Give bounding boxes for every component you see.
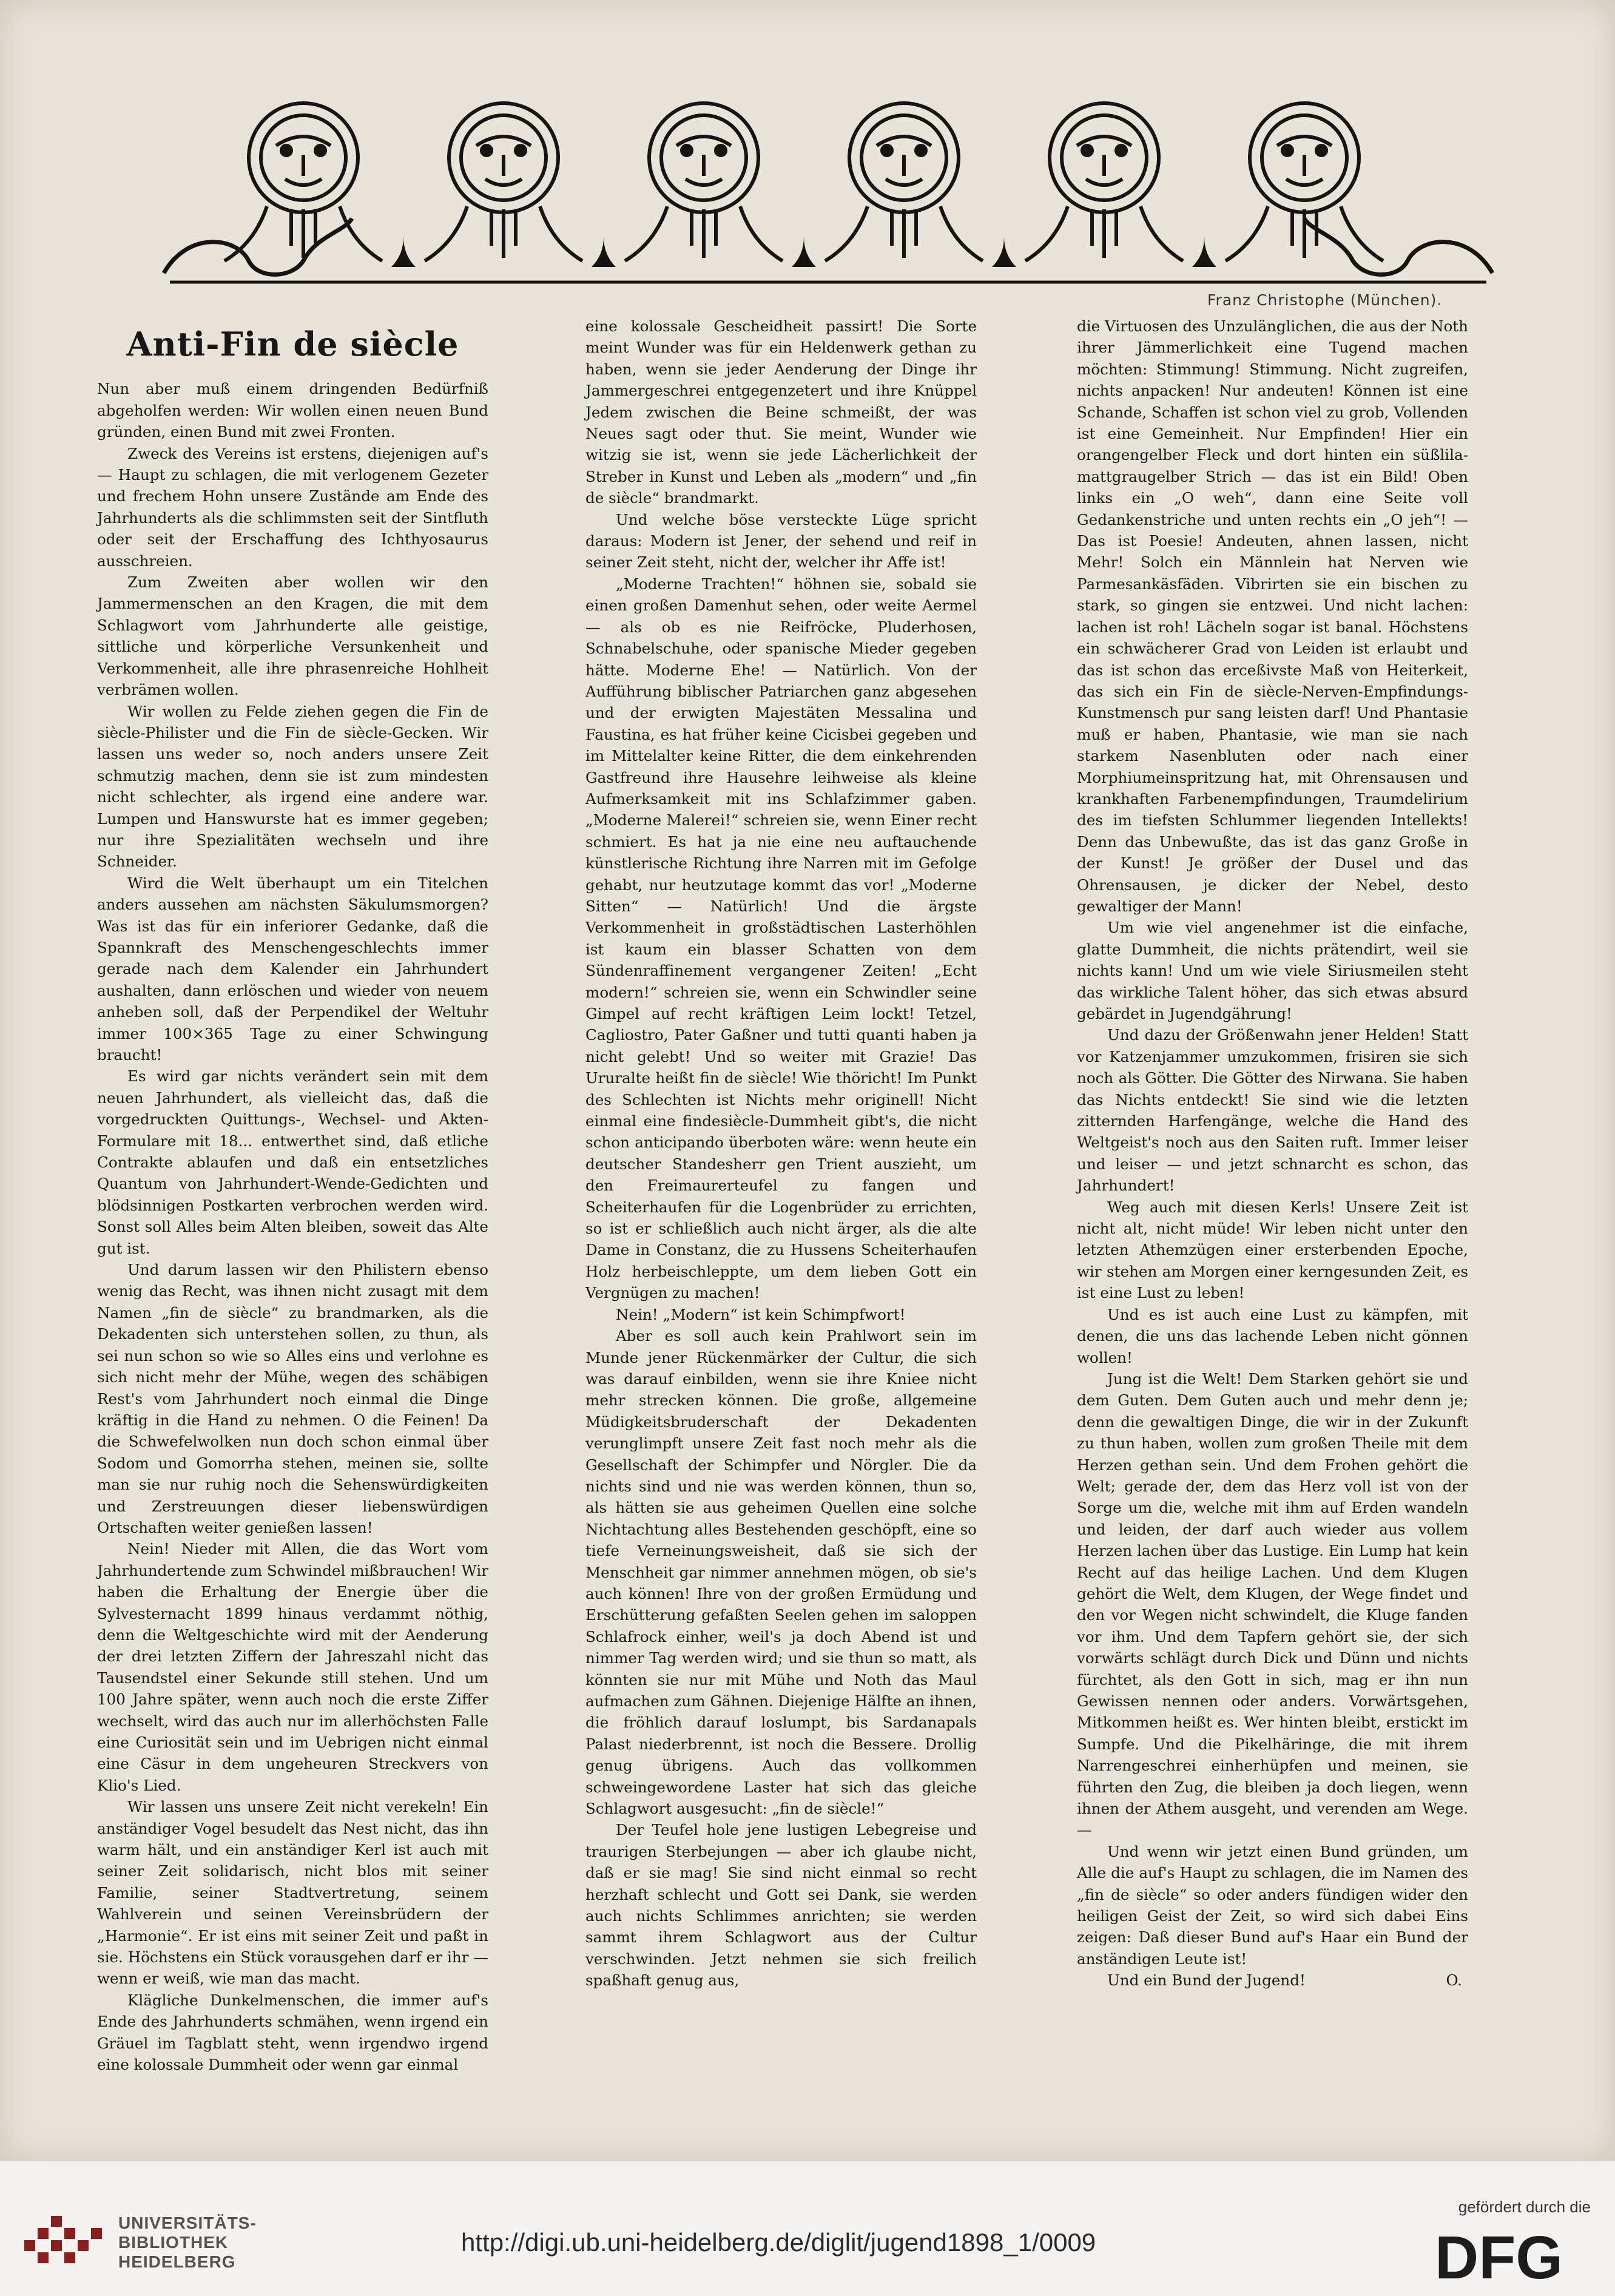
article-paragraph bbox=[97, 443, 488, 572]
article-paragraph bbox=[97, 1065, 488, 1259]
article-paragraph bbox=[1077, 1368, 1468, 1841]
article-title: Anti-Fin de siècle bbox=[126, 325, 459, 363]
paragraph-text: Zweck des Vereins ist erstens, diejenigen auf's — Haupt zu schlagen, die mit verlogenem Gezeter und frechem Hohn unsere Zustände am Ende des Jahrhunderts als die schlimmsten seit der Sintfluth oder seit der Erschaffung des Ichthyosaurus ausschreien. bbox=[97, 444, 488, 570]
article-column-2 bbox=[585, 316, 977, 1991]
lion-heads-ornament-icon bbox=[152, 79, 1505, 285]
paragraph-text: Um wie viel angenehmer ist die einfache, glatte Dummheit, die nichts prätendirt, weil sie nichts kann! Und um wie viele Siriusmeilen steht das wirkliche Talent höher, das sich etwas absurd gebärdet in Jugendgährung! bbox=[1077, 919, 1468, 1022]
article-paragraph bbox=[585, 1304, 977, 1325]
ub-heidelberg-logo-icon bbox=[18, 2207, 109, 2274]
paragraph-text: Nein! „Modern“ ist kein Schimpfwort! bbox=[616, 1305, 906, 1323]
paragraph-text: „Moderne Trachten!“ höhnen sie, sobald sie einen großen Damenhut sehen, oder weite Aermel — als ob es nie Reifröcke, Pluderhosen, Schnabelschuhe, oder spanische Mieder gegeben hätte. Moderne Ehe! — Natürlich. Von der Aufführung biblischer Patriarchen ganz abgesehen und der erwigten Majestäten Messalina und Faustina, es hat früher keine Cicisbei gegeben und im Mittelalter keine Ritter, die dem einkehrenden Gastfreund ihre Hausehre leihweise als kleine Aufmerksamkeit mit ins Schlafzimmer gaben. „Moderne Malerei!“ schreien sie, wenn Einer recht schmiert. Es hat ja nie eine neu auftauchende künstlerische Richtung ihre Narren mit im Gefolge gehabt, nur heutzutage kommt das vor! „Moderne Sitten“ — Natürlich! Und die ärgste Verkommenheit in großstädtischen Lasterhöhlen ist kaum ein blasser Schatten von dem Sündenraffinement vergangener Zeiten! „Echt modern!“ schreien sie, wenn ein Schwindler seine Gimpel auf recht kräftigen Leim lockt! Tetzel, Cagliostro, Pater Gaßner und tutti quanti haben ja nicht gelebt! Und so weiter mit Grazie! Das Ururalte heißt fin de siècle! Wie thöricht! Im Punkt des Schlechten ist Nichts mehr originell! Nicht einmal eine findesiècle-Dummheit gibt's, die nicht schon anticipando überboten wäre: wenn heute ein deutscher Standesherr gen Trient auszieht, um den Freimaurerteufel zu fangen und Scheiterhaufen für die Logenbrüder zu errichten, so ist er schließlich auch nicht ärger, als die alte Dame in Constanz, die zu Hussens Scheiterhaufen Holz herbeischleppte, um dem lieben Gott ein Vergnügen zu machen! bbox=[585, 575, 977, 1302]
funding-text: gefördert durch die bbox=[1458, 2198, 1591, 2216]
article-paragraph bbox=[97, 378, 488, 442]
paragraph-text: Und ein Bund der Jugend! bbox=[1107, 1971, 1306, 1990]
article-column-1 bbox=[97, 316, 488, 2076]
article-paragraph bbox=[97, 1990, 488, 2076]
paragraph-text: die Virtuosen des Unzulänglichen, die aus der Noth ihrer Jämmerlichkeit eine Tugend machen möchten: Stimmung! Stimmung. Nicht zugreifen, nichts anpacken! Nur andeuten! Können ist eine Schande, Schaffen ist schon viel zu grob, Vollenden ist eine Gemeinheit. Nur Empfinden! Hier ein orangengelber Fleck und dort hinten ein süßlila-mattgraugelber Strich — das ist ein Bild! Oben links ein „O weh“, dann eine Seite voll Gedankenstriche und unten rechts ein „O jeh“! — Das ist Poesie! Andeuten, ahnen lassen, nicht Mehr! Solch ein Männlein hat Nerven wie Parmesankäsfäden. Vibrirten sie ein bischen zu stark, so gingen sie entzwei. Und nicht lachen: lachen ist roh! Lächeln sogar ist banal. Höchstens ein schwächerer Grad von Leiden ist erlaubt und das ist schon das erceßivste Maß von Heiterkeit, das sich ein Fin de siècle-Nerven-Empfindungs-Kunstmensch pur sang leisten darf! Und Phantasie muß er haben, Phantasie, wie man sie nach starkem Nasenbluten oder nach einer Morphiumeinspritzung hat, mit Ohrensausen und krankhaften Farbenempfindungen, Traumdelirium des im tiefsten Schlummer liegenden Intellekts! Denn das Unbewußte, das ist das ganz Große in der Kunst! Je größer der Dusel und das Ohrensausen, je dicker der Nebel, desto gewaltiger der Mann! bbox=[1077, 317, 1468, 915]
paragraph-text: Weg auch mit diesen Kerls! Unsere Zeit ist nicht alt, nicht müde! Wir leben nicht unter den letzten Athemzügen einer ersterbenden Epoche, wir stehen am Morgen einer kerngesunden Zeit, es ist eine Lust zu leben! bbox=[1077, 1198, 1468, 1302]
library-name-line: HEIDELBERG bbox=[118, 2252, 236, 2271]
paragraph-text: eine kolossale Gescheidheit passirt! Die Sorte meint Wunder was für ein Heldenwerk gethan zu haben, wenn sie jeder Aenderung der Dinge ihr Jammergeschrei entgegenzetert und ihre Knüppel Jedem zwischen die Beine schmeißt, der was Neues sagt oder thut. Sie meint, Wunder wie witzig sie ist, wenn sie jede Lächerlichkeit der Streber in Kunst und Leben als „modern“ und „fin de siècle“ brandmarkt. bbox=[585, 317, 977, 507]
paragraph-text: Aber es soll auch kein Prahlwort sein im Munde jener Rückenmärker der Cultur, die sich was darauf einbilden, wenn sie ihre Kniee nicht mehr strecken können. Die große, allgemeine Müdigkeitsbruderschaft der Dekadenten verunglimpft unsere Zeit fast noch mehr als die Gesellschaft der Schimpfer und Nörgler. Die da nichts sind und nie was werden können, thun so, als hätten sie aus geheimen Quellen eine solche Nichtachtung alles Bestehenden geschöpft, eine so tiefe Verneinungsweisheit, daß sie sich der Menschheit gar nimmer annehmen mögen, ob sie's auch können! Ihre von der großen Ermüdung und Erschütterung gefaßten Seelen gehen im saloppen Schlafrock einher, weil's ja doch Abend ist und nimmer Tag werden wird; und sie thun so matt, als könnten sie nur mit Mühe und Noth das Maul aufmachen zum Gähnen. Diejenige Hälfte an ihnen, die fröhlich darauf loslumpt, bis Sardanapals Palast niederbrennt, ist noch die Bessere. Drollig genug übrigens. Auch das vollkommen schweingewordene Laster hat sich das gleiche Schlagwort ausgesucht: „fin de siècle!“ bbox=[585, 1327, 977, 1818]
paragraph-text: Und darum lassen wir den Philistern ebenso wenig das Recht, was ihnen nicht zusagt mit dem Namen „fin de siècle“ zu brandmarken, als die Dekadenten sich unterstehen sollen, zu thun, als sei nun schon so wie so Alles eins und verlohne es sich nicht mehr der Mühe, wegen des schäbigen Rest's vom Jahrhundert noch einmal die Dinge kräftig in die Hand zu nehmen. O die Feinen! Da die Schwefelwolken nun doch schon einmal über Sodom und Gomorrha stehen, meinen sie, sollte man sie nur ruhig noch die Sehenswürdigkeiten und Zerstreuungen dieser liebenswürdigen Ortschaften weiter genießen lassen! bbox=[97, 1261, 488, 1536]
article-paragraph bbox=[1077, 1970, 1468, 1991]
article-paragraph bbox=[1077, 1024, 1468, 1196]
article-paragraph bbox=[97, 1259, 488, 1538]
paragraph-text: Und dazu der Größenwahn jener Helden! Statt vor Katzenjammer umzukommen, frisiren sie sich noch als Götter. Die Götter des Nirwana. Sie haben das Nichts entdeckt! Sie sind wie die letzten zitternden Harfengänge, welche die Hand des Weltgeist's noch aus den Saiten ruft. Immer leiser und leiser — und jetzt schnarcht es schon, das Jahrhundert! bbox=[1077, 1026, 1468, 1195]
paragraph-text: Und welche böse versteckte Lüge spricht daraus: Modern ist Jener, der sehend und reif in seiner Zeit steht, nicht der, welcher ihr Affe ist! bbox=[585, 510, 977, 572]
paragraph-text: Wir lassen uns unsere Zeit nicht verekeln! Ein anständiger Vogel besudelt das Nest nicht, das ihn warm hält, und ein anständiger Kerl ist auch mit seiner Zeit solidarisch, nicht blos mit seiner Familie, seiner Stadtvertretung, seinem Wahlverein und seinen Vereinsbrüdern der „Harmonie“. Er ist eins mit seiner Zeit und paßt in sie. Höchstens ein Stück vorausgehen darf er ihr — wenn er weiß, wie man das macht. bbox=[97, 1798, 488, 1988]
article-paragraph bbox=[585, 1325, 977, 1819]
article-column-3 bbox=[1077, 316, 1468, 1991]
article-paragraph bbox=[97, 1796, 488, 1990]
article-paragraph bbox=[97, 572, 488, 700]
paragraph-text: Nun aber muß einem dringenden Bedürfniß abgeholfen werden: Wir wollen einen neuen Bund gründen, einen Bund mit zwei Fronten. bbox=[97, 380, 488, 441]
library-name bbox=[118, 2213, 257, 2272]
article-paragraph bbox=[97, 1538, 488, 1796]
paragraph-text: Und wenn wir jetzt einen Bund gründen, um Alle die auf's Haupt zu schlagen, die im Namen des „fin de siècle“ so oder anders fündigen wider den heiligen Geist der Zeit, so wird sich dabei Eins zeigen: Daß dieser Bund auf's Haar ein Bund der anständigen Leute ist! bbox=[1077, 1842, 1468, 1968]
library-name-line: BIBLIOTHEK bbox=[118, 2233, 229, 2252]
article-paragraph bbox=[585, 1819, 977, 1991]
paragraph-text: Der Teufel hole jene lustigen Lebegreise und traurigen Sterbejungen — aber ich glaube nicht, daß er sie mag! Sie sind nicht einmal so recht herzhaft schlecht und Gott sei Dank, sie werden auch nichts Schlimmes anrichten; sie werden sammt ihrem Schlagwort aus der Cultur verschwinden. Jetzt nehmen sie sich freilich spaßhaft genug aus, bbox=[585, 1821, 977, 1990]
article-paragraph bbox=[1077, 1841, 1468, 1970]
library-name-line: UNIVERSITÄTS- bbox=[118, 2213, 257, 2232]
article-paragraph bbox=[585, 509, 977, 573]
digitization-footer bbox=[0, 2160, 1615, 2296]
paragraph-text: Wird die Welt überhaupt um ein Titelchen anders aussehen am nächsten Säkulumsmorgen? Was ist das für ein inferiorer Gedanke, daß die Spannkraft des Menschengeschlechts immer gerade nach dem Kalender ein Jahrhundert aushalten, dann erlöschen und wieder von neuem anheben soll, daß der Perpendikel der Weltuhr immer 100×365 Tage zu einer Schwingung braucht! bbox=[97, 874, 488, 1064]
article-paragraph bbox=[97, 873, 488, 1066]
permalink-url[interactable]: http://digi.ub.uni-heidelberg.de/diglit/jugend1898_1/0009 bbox=[461, 2228, 1096, 2257]
article-paragraph bbox=[585, 573, 977, 1304]
article-paragraph bbox=[1077, 316, 1468, 917]
article-paragraph bbox=[1077, 1197, 1468, 1304]
paragraph-text: Zum Zweiten aber wollen wir den Jammermenschen an den Kragen, die mit dem Schlagwort vom Jahrhunderte alle geistige, sittliche und körperliche Versunkenheit und Verkommenheit, alle ihre phrasenreiche Hohlheit verbrämen wollen. bbox=[97, 573, 488, 699]
article-paragraph bbox=[97, 701, 488, 873]
paragraph-text: Klägliche Dunkelmenschen, die immer auf's Ende des Jahrhunderts schmähen, wenn irgend ein Gräuel im Tagblatt steht, wenn irgendwo irgend eine kolossale Dummheit oder wenn gar einmal bbox=[97, 1991, 488, 2074]
article-paragraph bbox=[1077, 1304, 1468, 1368]
dfg-logo-text: DFG bbox=[1435, 2225, 1563, 2283]
illustration-credit: Franz Christophe (München). bbox=[1207, 291, 1443, 309]
paragraph-text: Jung ist die Welt! Dem Starken gehört sie und dem Guten. Dem Guten auch und mehr denn je; denn die gewaltigen Dinge, die wir in der Zukunft zu thun haben, wollen zum großen Theile mit dem Herzen gethan sein. Und dem Frohen gehört die Welt; gerade der, dem das Herz voll ist von der Sorge um die, welche mit ihm auf Erden wandeln und leiden, der darf auch wieder aus vollem Herzen lachen über das Lustige. Ein Lump hat kein Recht auf das heilige Lachen. Und dem Klugen gehört die Welt, dem Klugen, der Wege findet und den vor Wegen nicht schwindelt, die Kluge fanden vor ihm. Und dem Tapfern gehört sie, der sich vorwärts schlägt durch Dick und Dünn und nichts fürchtet, als den Gott in sich, mag er ihn nun Gewissen nennen oder anders. Vorwärtsgehen, Mitkommen heißt es. Wer hinten bleibt, erstickt im Sumpfe. Und die Pikelhäringe, die mit ihrem Narrengeschrei einherhüpfen und meinen, sie führten den Zug, die bleiben ja doch liegen, wenn ihnen der Athem ausgeht, und verenden am Wege. — bbox=[1077, 1369, 1468, 1839]
paragraph-text: Es wird gar nichts verändert sein mit dem neuen Jahrhundert, als vielleicht das, daß die vorgedruckten Quittungs-, Wechsel- und Akten-Formulare mit 18... entwerthet sind, daß etliche Contrakte ablaufen und daß ein entsetzliches Quantum von Jahrhundert-Wende-Gedichten und blödsinnigen Postkarten verbrochen werden wird. Sonst soll Alles beim Alten bleiben, soweit das Alte gut ist. bbox=[97, 1067, 488, 1257]
article-paragraph bbox=[1077, 917, 1468, 1024]
article-paragraph bbox=[585, 316, 977, 509]
paragraph-text: Wir wollen zu Felde ziehen gegen die Fin de siècle-Philister und die Fin de siècle-Gecken. Wir lassen uns weder so, noch anders unsere Zeit schmutzig machen, denn sie ist zum mindesten nicht schlechter, als irgend eine andere war. Lumpen und Hanswurste hat es immer gegeben; nur ihre Spezialitäten wechseln und ihre Schneider. bbox=[97, 702, 488, 871]
author-signature: O. bbox=[1446, 1971, 1462, 1990]
dfg-logo-icon bbox=[1435, 2225, 1599, 2283]
paragraph-text: Nein! Nieder mit Allen, die das Wort vom Jahrhundertende zum Schwindel mißbrauchen! Wir haben die Erhaltung der Energie über die Sylvesternacht 1899 hinaus verdammt nöthig, denn die Weltgeschichte wird mit der Aenderung der drei letzten Ziffern der Jahreszahl nicht das Tausendstel einer Sekunde still stehen. Und um 100 Jahre später, wenn auch noch die erste Ziffer wechselt, wird das auch nur im allerhöchsten Falle eine Curiosität sein und im Uebrigen nicht einmal eine Cäsur in dem ungeheuren Streckvers von Klio's Lied. bbox=[97, 1540, 489, 1794]
paragraph-text: Und es ist auch eine Lust zu kämpfen, mit denen, die uns das lachende Leben nicht gönnen wollen! bbox=[1077, 1305, 1468, 1366]
